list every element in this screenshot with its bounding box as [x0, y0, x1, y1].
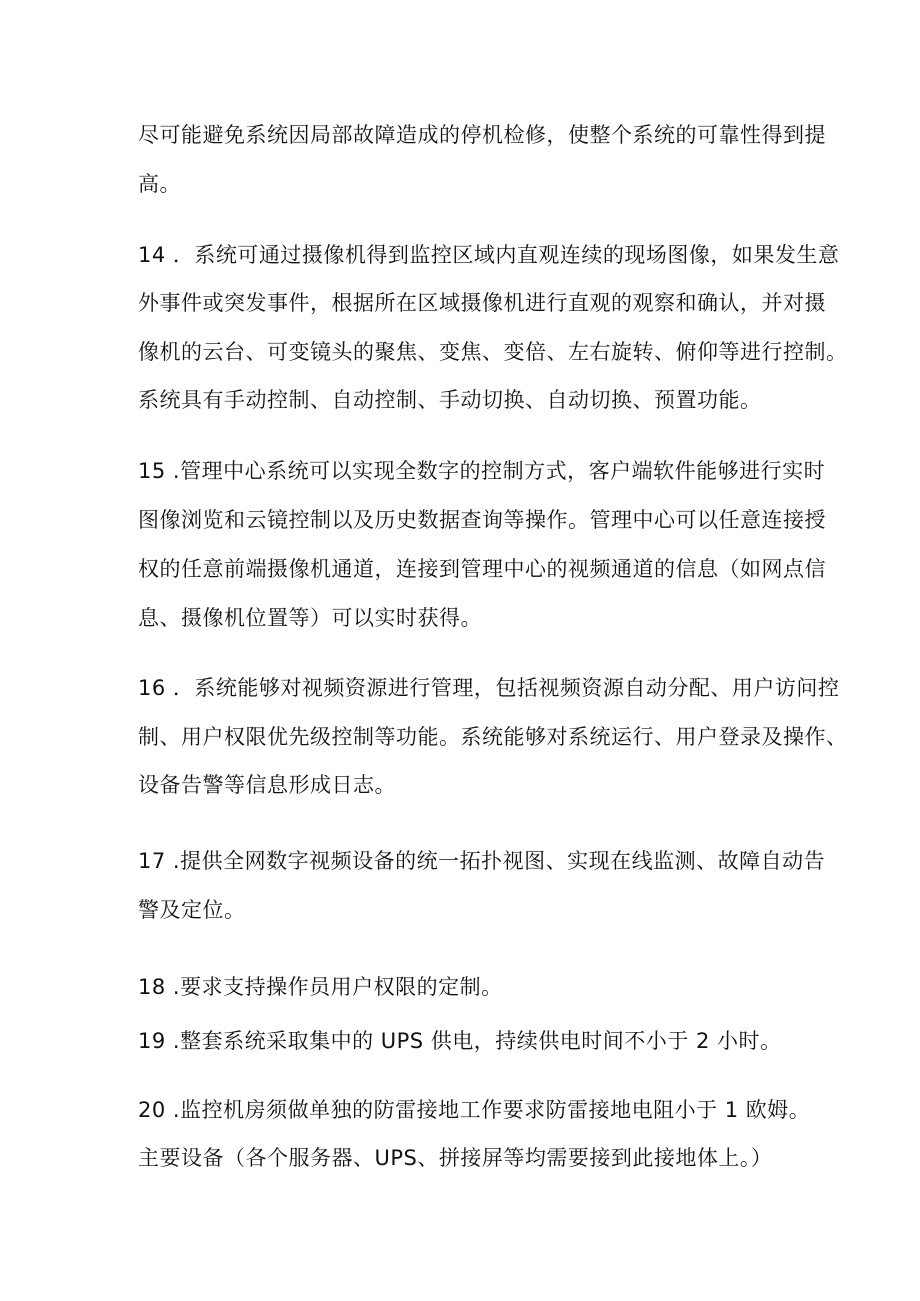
item-20-line-1: 20 .监控机房须做单独的防雷接地工作要求防雷接地电阻小于 1 欧姆。	[138, 1098, 811, 1122]
item-16-line-3: 设备告警等信息形成日志。	[138, 773, 396, 797]
item-15-line-4: 息、摄像机位置等）可以实时获得。	[138, 606, 482, 630]
item-16-line-1: 16 ．系统能够对视频资源进行管理，包括视频资源自动分配、用户访问控	[138, 676, 840, 700]
item-18-line: 18 .要求支持操作员用户权限的定制。	[138, 975, 503, 999]
item-14-line-2: 外事件或突发事件，根据所在区域摄像机进行直观的观察和确认，并对摄	[138, 291, 826, 315]
item-17-line-1: 17 .提供全网数字视频设备的统一拓扑视图、实现在线监测、故障自动告	[138, 849, 826, 873]
text-line-2: 高。	[138, 172, 181, 196]
item-14-line-4: 系统具有手动控制、自动控制、手动切换、自动切换、预置功能。	[138, 388, 762, 412]
item-16-line-2: 制、用户权限优先级控制等功能。系统能够对系统运行、用户登录及操作、	[138, 725, 848, 749]
item-19-line: 19 .整套系统采取集中的 UPS 供电，持续供电时间不小于 2 小时。	[138, 1029, 782, 1053]
item-15-line-3: 权的任意前端摄像机通道，连接到管理中心的视频通道的信息（如网点信	[138, 557, 826, 581]
item-15-line-1: 15 .管理中心系统可以实现全数字的控制方式，客户端软件能够进行实时	[138, 459, 826, 483]
text-line-1: 尽可能避免系统因局部故障造成的停机检修，使整个系统的可靠性得到提	[138, 123, 826, 147]
item-20-line-2: 主要设备（各个服务器、UPS、拼接屏等均需要接到此接地体上。）	[138, 1146, 773, 1170]
item-14-line-3: 像机的云台、可变镜头的聚焦、变焦、变倍、左右旋转、俯仰等进行控制。	[138, 340, 848, 364]
item-17-line-2: 警及定位。	[138, 898, 246, 922]
item-15-line-2: 图像浏览和云镜控制以及历史数据查询等操作。管理中心可以任意连接授	[138, 508, 826, 532]
item-14-line-1: 14 ．系统可通过摄像机得到监控区域内直观连续的现场图像，如果发生意	[138, 243, 840, 267]
